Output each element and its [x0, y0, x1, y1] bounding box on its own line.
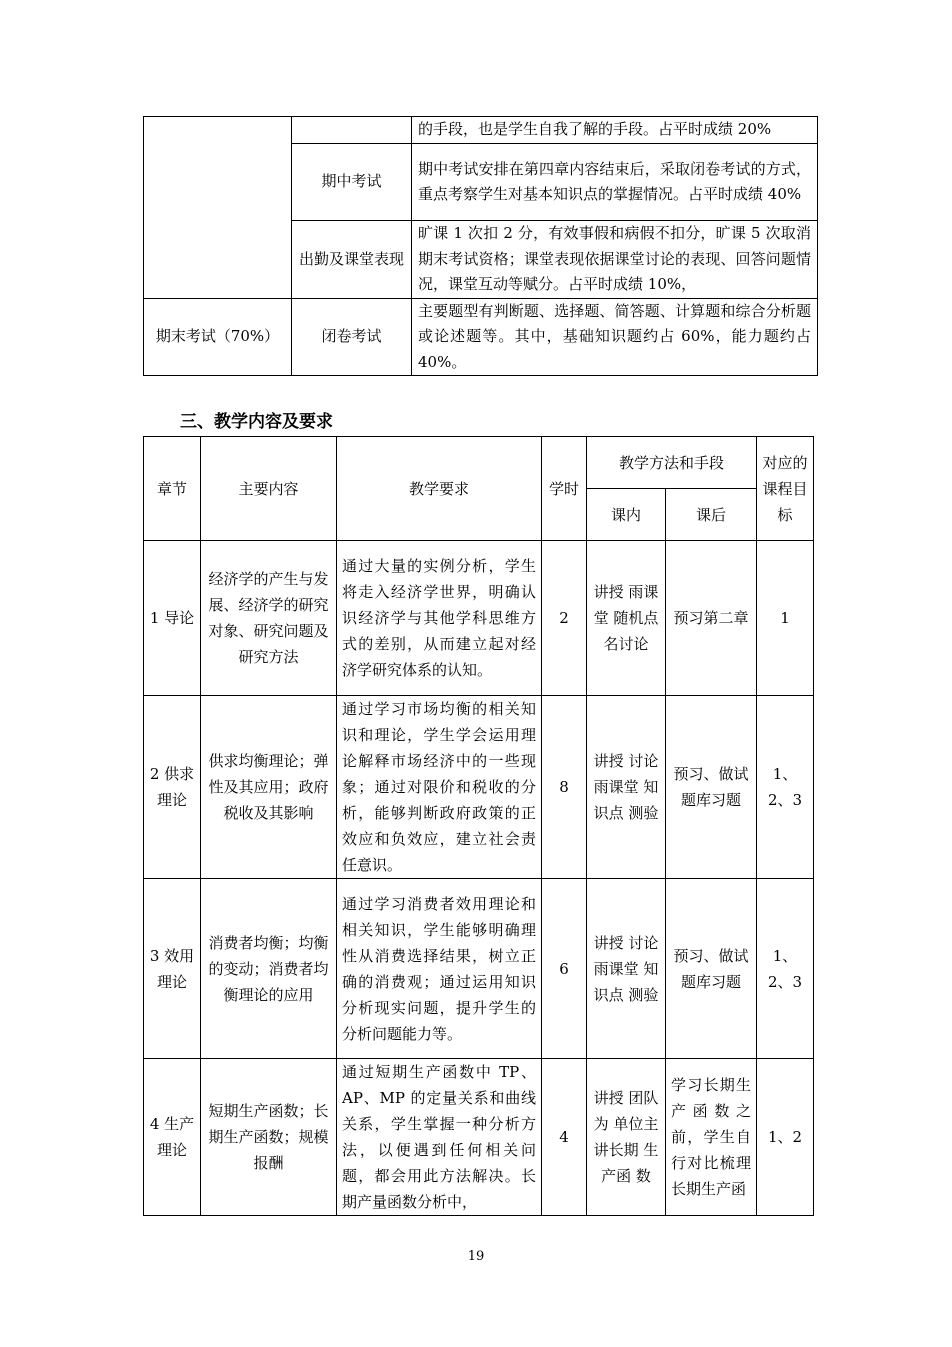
header-after-class: 课后: [666, 489, 757, 541]
page-number: 19: [467, 1249, 485, 1264]
hours-cell: 2: [542, 541, 587, 696]
assessment-table: [143, 116, 818, 376]
assessment-desc-cell: 主要题型有判断题、选择题、简答题、计算题和综合分析题或论述题等。其中，基础知识题约占 60%，能力题约占 40%。: [412, 298, 818, 376]
header-content: 主要内容: [201, 437, 337, 541]
hours-cell: 8: [542, 696, 587, 879]
after-class-cell: 预习、做试题库习题: [666, 696, 757, 879]
in-class-cell: 讲授 讨论 雨课堂 知识点 测验: [587, 696, 666, 879]
objective-cell: 1、2: [757, 1059, 814, 1216]
assessment-method-cell: 闭卷考试: [292, 298, 412, 376]
content-cell: 经济学的产生与发展、经济学的研究对象、研究问题及研究方法: [201, 541, 337, 696]
hours-cell: 4: [542, 1059, 587, 1216]
header-in-class: 课内: [587, 489, 666, 541]
after-class-cell: 预习、做试题库习题: [666, 879, 757, 1059]
requirement-cell: 通过学习消费者效用理论和相关知识，学生能够明确理性从消费选择结果，树立正确的消费观；通过运用知识分析现实问题，提升学生的分析问题能力等。: [337, 879, 542, 1059]
after-class-cell: 学习长期生产函数之前，学生自行对比梳理长期生产函: [666, 1059, 757, 1216]
assessment-desc-cell: 的手段，也是学生自我了解的手段。占平时成绩 20%: [412, 117, 818, 144]
header-requirement: 教学要求: [337, 437, 542, 541]
objective-cell: 1、2、3: [757, 879, 814, 1059]
header-chapter: 章节: [144, 437, 201, 541]
requirement-cell: 通过学习市场均衡的相关知识和理论，学生学会运用理论解释市场经济中的一些现象；通过对限价和税收的分析，能够判断政府政策的正效应和负效应，建立社会责任意识。: [337, 696, 542, 879]
requirement-cell: 通过短期生产函数中 TP、AP、MP 的定量关系和曲线关系，学生掌握一种分析方法，以便遇到任何相关问题，都会用此方法解决。长期产量函数分析中，: [337, 1059, 542, 1216]
section-title: 三、教学内容及要求: [180, 412, 333, 432]
header-objective: 对应的课程目标: [757, 437, 814, 541]
table-row: [144, 879, 814, 1059]
in-class-cell: 讲授 雨课堂 随机点 名讨论: [587, 541, 666, 696]
assessment-category-cell: [144, 117, 292, 299]
requirement-cell: 通过大量的实例分析，学生将走入经济学世界，明确认识经济学与其他学科思维方式的差别，从而建立起对经济学研究体系的认知。: [337, 541, 542, 696]
content-cell: 供求均衡理论；弹性及其应用；政府税收及其影响: [201, 696, 337, 879]
chapter-cell: 2 供求理论: [144, 696, 201, 879]
table-row: [144, 541, 814, 696]
assessment-desc-cell: 旷课 1 次扣 2 分，有效事假和病假不扣分，旷课 5 次取消期末考试资格；课堂表现依据课堂讨论的表现、回答问题情况，课堂互动等赋分。占平时成绩 10%，: [412, 221, 818, 299]
content-cell: 短期生产函数；长期生产函数；规模报酬: [201, 1059, 337, 1216]
content-table: [143, 436, 814, 1216]
assessment-category-cell: 期末考试（70%）: [144, 298, 292, 376]
table-row: [144, 696, 814, 879]
assessment-method-cell: [292, 117, 412, 144]
chapter-cell: 1 导论: [144, 541, 201, 696]
after-class-cell: 预习第二章: [666, 541, 757, 696]
content-cell: 消费者均衡；均衡的变动；消费者均衡理论的应用: [201, 879, 337, 1059]
objective-cell: 1: [757, 541, 814, 696]
assessment-method-cell: 出勤及课堂表现: [292, 221, 412, 299]
chapter-cell: 3 效用理论: [144, 879, 201, 1059]
header-methods: 教学方法和手段: [587, 437, 757, 489]
objective-cell: 1、2、3: [757, 696, 814, 879]
chapter-cell: 4 生产理论: [144, 1059, 201, 1216]
assessment-desc-cell: 期中考试安排在第四章内容结束后，采取闭卷考试的方式，重点考察学生对基本知识点的掌握情况。占平时成绩 40%: [412, 144, 818, 221]
assessment-method-cell: 期中考试: [292, 144, 412, 221]
in-class-cell: 讲授 讨论 雨课堂 知识点 测验: [587, 879, 666, 1059]
hours-cell: 6: [542, 879, 587, 1059]
table-row: [144, 1059, 814, 1216]
header-hours: 学时: [542, 437, 587, 541]
in-class-cell: 讲授 团队为 单位主 讲长期 生产函 数: [587, 1059, 666, 1216]
